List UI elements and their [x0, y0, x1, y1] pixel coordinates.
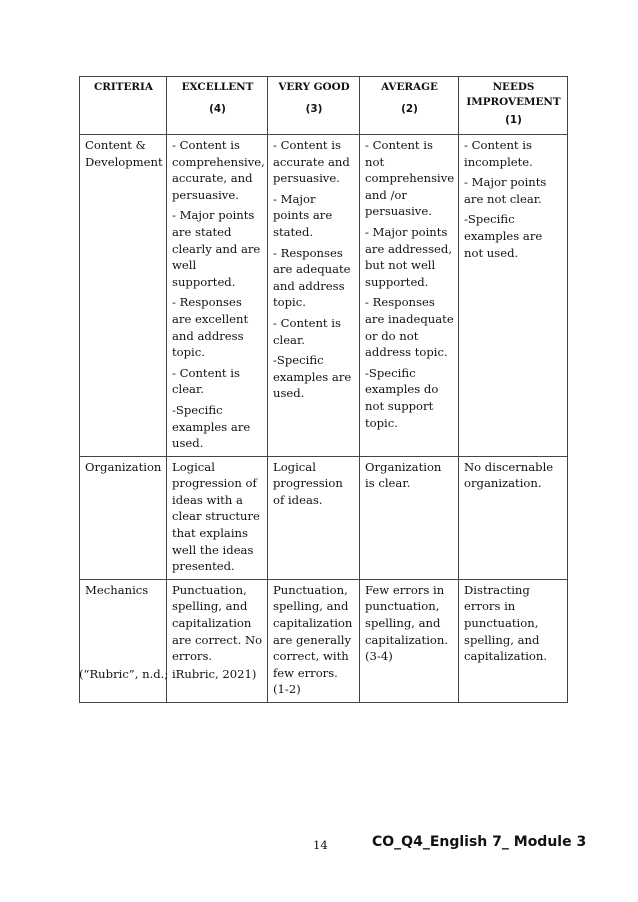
header-needs-improvement-label: NEEDS IMPROVEMENT	[466, 81, 561, 108]
cell-text: Organization is clear.	[365, 459, 442, 491]
header-criteria-label: CRITERIA	[94, 81, 153, 93]
excellent-cell	[167, 456, 268, 579]
module-code: CO_Q4_English 7_ Module 3	[372, 834, 587, 850]
needs-improvement-cell	[459, 135, 568, 457]
excellent-cell	[167, 135, 268, 457]
row-mechanics	[80, 579, 568, 702]
cell-text: - Responses are adequate and address topic.	[273, 245, 351, 310]
cell-text: -Specific examples do not support topic.	[365, 365, 439, 430]
cell-text: - Content is incomplete.	[464, 138, 533, 169]
excellent-cell	[167, 579, 268, 702]
page-number: 14	[313, 838, 328, 852]
cell-text: -Specific examples are not used.	[464, 212, 543, 260]
cell-text: - Content is clear.	[273, 315, 341, 347]
criteria-cell: Mechanics	[80, 579, 167, 702]
row-organization	[80, 456, 568, 579]
very-good-cell	[268, 456, 360, 579]
cell-text: Punctuation, spelling, and capitalization are generally correct, with few errors. (1-2)	[273, 582, 353, 697]
citation: (“Rubric”, n.d.; iRubric, 2021)	[79, 667, 257, 681]
header-average-label: AVERAGE	[381, 81, 438, 93]
needs-improvement-cell	[459, 579, 568, 702]
cell-text: - Responses are excellent and address topic.	[172, 295, 249, 360]
criteria-cell: Content & Development	[80, 135, 167, 457]
very-good-cell	[268, 579, 360, 702]
header-criteria	[80, 77, 167, 135]
average-cell	[360, 135, 459, 457]
header-excellent-label: EXCELLENT	[181, 81, 254, 93]
header-needs-improvement-score: (1)	[505, 114, 522, 126]
header-average	[360, 77, 459, 135]
very-good-cell	[268, 135, 360, 457]
average-cell	[360, 456, 459, 579]
header-needs-improvement	[459, 77, 568, 135]
cell-text: Logical progression of ideas with a clear structure that explains well the ideas presented.	[172, 459, 260, 574]
rubric-table	[79, 76, 568, 703]
cell-text: - Content is accurate and persuasive.	[273, 138, 350, 186]
cell-text: No discernable organization.	[464, 459, 554, 491]
header-very-good	[268, 77, 360, 135]
cell-text: - Responses are inadequate or do not address topic.	[365, 295, 454, 360]
cell-text: - Content is comprehensive, accurate, and persuasive.	[172, 138, 265, 202]
cell-text: Distracting errors in punctuation, spelling, and capitalization.	[464, 582, 548, 664]
cell-text: -Specific examples are used.	[273, 353, 352, 401]
average-cell	[360, 579, 459, 702]
cell-text: - Major points are stated clearly and are well supported.	[172, 208, 261, 289]
header-very-good-score: (3)	[305, 103, 323, 115]
header-average-score: (2)	[401, 103, 418, 115]
cell-text: - Major points are addressed, but not well supported.	[365, 224, 453, 289]
cell-text: -Specific examples are used.	[172, 402, 251, 451]
header-row	[80, 77, 568, 135]
cell-text: - Major points are not clear.	[464, 175, 547, 206]
cell-text: - Content is not comprehensive and /or persuasive.	[365, 138, 455, 219]
header-excellent-score: (4)	[209, 103, 226, 115]
cell-text: Few errors in punctuation, spelling, and capitalization. (3-4)	[365, 582, 449, 664]
cell-text: Punctuation, spelling, and capitalization are correct. No errors.	[172, 582, 263, 664]
cell-text: - Content is clear.	[172, 365, 240, 397]
row-content-development	[80, 135, 568, 457]
needs-improvement-cell	[459, 456, 568, 579]
header-very-good-label: VERY GOOD	[278, 81, 350, 93]
criteria-cell: Organization	[80, 456, 167, 579]
cell-text: - Major points are stated.	[273, 191, 333, 239]
header-excellent	[167, 77, 268, 135]
cell-text: Logical progression of ideas.	[273, 459, 343, 507]
